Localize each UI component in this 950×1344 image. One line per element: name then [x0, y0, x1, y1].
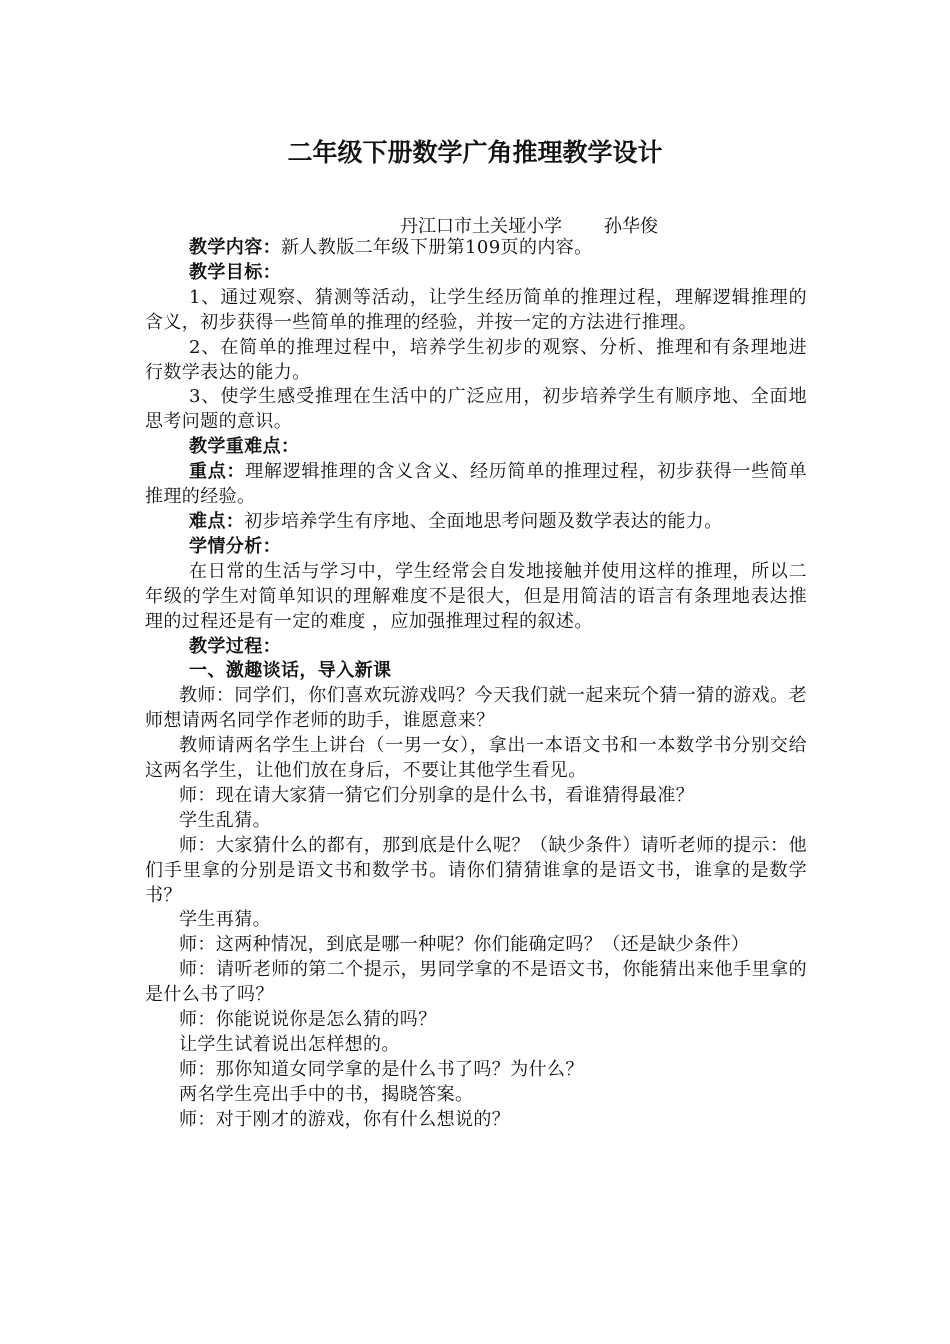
process-paragraph: 师：现在请大家猜一猜它们分别拿的是什么书，看谁猜得最准？: [179, 784, 695, 806]
hard-point-label: 难点：: [189, 510, 245, 532]
author-name: 孙华俊: [604, 216, 658, 237]
process-paragraph: 教师：同学们，你们喜欢玩游戏吗？今天我们就一起来玩个猜一猜的游戏。老师想请两名同学作老师的助手，谁愿意来？: [145, 685, 807, 732]
process-paragraph: 师：那你知道女同学拿的是什么书了吗？为什么？: [179, 1058, 584, 1080]
content-label: 教学内容：: [189, 237, 281, 258]
process-paragraph: 师：你能说说你是怎么猜的吗？: [179, 1009, 437, 1031]
content-paragraph: [145, 236, 807, 261]
key-point-label: 重点：: [189, 461, 246, 483]
process-paragraph: 学生再猜。: [179, 909, 271, 931]
key-point-paragraph: [145, 460, 807, 510]
process-paragraph: 教师请两名学生上讲台（一男一女），拿出一本语文书和一本数学书分别交给这两名学生，让他们放在身后，不要让其他学生看见。: [145, 735, 807, 782]
hard-point-paragraph: [145, 510, 807, 535]
hard-point-text: 初步培养学生有序地、全面地思考问题及数学表达的能力。: [244, 510, 723, 532]
process-paragraph: 师：对于刚才的游戏，你有什么想说的？: [179, 1108, 511, 1130]
author-line: [400, 212, 658, 238]
goal-item-1: 1、通过观察、猜测等活动，让学生经历简单的推理过程，理解逻辑推理的含义，初步获得一些简单的推理的经验，并按一定的方法进行推理。: [145, 286, 807, 333]
process-paragraph: 让学生试着说出怎样想的。: [179, 1034, 400, 1055]
keypoints-heading: 教学重难点：: [189, 436, 300, 458]
author-school: 丹江口市土关垭小学: [400, 216, 562, 237]
goal-item-2: 2、在简单的推理过程中，培养学生初步的观察、分析、推理和有条理地进行数学表达的能力。: [145, 336, 807, 383]
process-paragraph: 师：大家猜什么的都有，那到底是什么呢？（缺少条件）请听老师的提示：他们手里拿的分别是语文书和数学书。请你们猜猜谁拿的是语文书，谁拿的是数学书？: [145, 834, 807, 906]
analysis-text: 在日常的生活与学习中，学生经常会自发地接触并使用这样的推理，所以二年级的学生对简单知识的理解难度不是很大，但是用简洁的语言有条理地表达推理的过程还是有一定的难度 ，应加强推理过程的叙述。: [145, 560, 807, 632]
document-body: [145, 236, 807, 1133]
process-paragraph: 师：这两种情况，到底是哪一种呢？你们能确定吗？（还是缺少条件）: [179, 934, 750, 956]
analysis-heading: 学情分析：: [189, 535, 281, 557]
section-heading-1: 一、激趣谈话，导入新课: [189, 660, 392, 682]
goal-item-3: 3、使学生感受推理在生活中的广泛应用，初步培养学生有顺序地、全面地思考问题的意识。: [145, 386, 807, 433]
key-point-text: 理解逻辑推理的含义含义、经历简单的推理过程，初步获得一些简单推理的经验。: [145, 461, 807, 508]
process-paragraph: 师：请听老师的第二个提示，男同学拿的不是语文书，你能猜出来他手里拿的是什么书了吗？: [145, 959, 807, 1006]
document-title: 二年级下册数学广角推理教学设计: [287, 138, 663, 167]
process-heading: 教学过程：: [189, 635, 281, 657]
process-paragraph: 两名学生亮出手中的书，揭晓答案。: [179, 1083, 474, 1105]
content-text: 新人教版二年级下册第109页的内容。: [281, 237, 593, 258]
process-paragraph: 学生乱猜。: [179, 809, 271, 831]
goals-heading: 教学目标：: [189, 261, 281, 283]
